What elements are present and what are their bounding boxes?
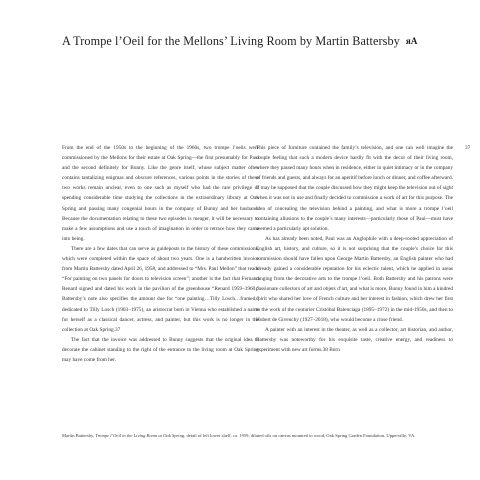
caption-details: , detail of left lower shelf, ca. 1959, diluted oils on canvas mounted to wood, Oak Spring Garden Foundation, Upperville, VA. — [184, 433, 416, 438]
figure-caption — [62, 433, 462, 439]
page-title — [62, 34, 418, 49]
page-number: 37 — [465, 145, 471, 151]
caption-lead: Martin Battersby, — [62, 433, 96, 438]
body-column-right — [256, 143, 453, 355]
paragraph: There are a few dates that can serve as guideposts to the history of these commissions, which were completed within the space of about two years. One is a handwritten invoice from Martin Battersby dated April 26, 1958, and addressed to “Mrs. Paul Mellon” that reads “For painting on two panels for doors to television screen”; another is the fact that Fernand Renard signed and dated his work in the pavilion of the greenhouse “Renard 1959–1960.” Battersby’s note also specifies the amount due for “one painting…Tilly Losch…framed,” dedicated to Tilly Losch (1903–1975), an aristocrat born in Vienna who established a name for herself as a classical dancer, actress, and painter, but this work is no longer in the collection at Oak Spring.37 — [62, 245, 259, 333]
paragraph: This piece of furniture contained the family’s television, and one can well imagine the couple feeling that such a modern device hardly fit with the decor of their living room, where they passed many hours when in residence, either in quiet intimacy or in the company of friends and guests, and always for an aperitif before lunch or dinner, and coffee afterward. It may be supposed that the couple discussed how they might keep the television out of sight when it was not in use and finally decided to commission a work of art for this purpose. The idea of concealing the television behind a painting, and what is more a trompe l’oeil containing allusions to the couple’s many interests—particularly those of Paul—must have seemed a particularly apt solution. — [256, 145, 453, 232]
caption-work-title: Trompe l’Oeil in the Living Room at Oak Spring — [95, 433, 185, 438]
page-title-text: A Trompe l’Oeil for the Mellons’ Living Room by Martin Battersby — [62, 34, 400, 48]
paragraph: As has already been noted, Paul was an Anglophile with a deep-rooted appreciation of English art, history, and culture, so it is not surprising that the couple’s choice for this commission should have fallen upon George Martin Battersby, an English painter who had already gained a considerable reputation for his eclectic talent, which he applied in areas ranging from the decorative arts to the trompe l’oeil. Both Battersby and his patrons were passionate collectors of art and objets d’art, and what is more, Bunny found in him a kindred spirit who shared her love of French culture and her interest in fashion, which drew her first to the work of the couturier Cristóbal Balenciaga (1895–1972) in the mid-1950s, and then to Hubert de Givenchy (1927–2018), who would become a close friend. — [256, 235, 453, 323]
paragraph: A painter with an interest in the theater, as well as a collector, art historian, and author, Battersby was noteworthy for his exquisite taste, creative energy, and readiness to experiment with new art forms.38 Born — [256, 326, 453, 353]
title-ornament-icon: ᴙA — [405, 36, 418, 46]
paragraph: The fact that the invoice was addressed to Bunny suggests that the original idea to decorate the cabinet standing to the right of the entrance to the living room at Oak Spring may have come from her. — [62, 336, 259, 363]
body-column-left — [62, 143, 259, 365]
paragraph: From the end of the 1950s to the beginning of the 1960s, two trompe l’oeils were commissioned by the Mellons for their estate at Oak Spring—the first presumably for Paul and the second definitely for Bunny. Like the genre itself, whose subject matter often contains tantalizing enigmas and obscure references, various points in the stories of these two works remain unclear, even to one such as myself who had the rare privilege of spending considerable time studying the collections in the extraordinary library at Oak Spring and passing many congenial hours in the company of Bunny and her husband. Because the documentation relating to these two episodes is meager, it will be necessary to make a few assumptions and use a touch of imagination in order to retrace how they came into being. — [62, 145, 259, 242]
